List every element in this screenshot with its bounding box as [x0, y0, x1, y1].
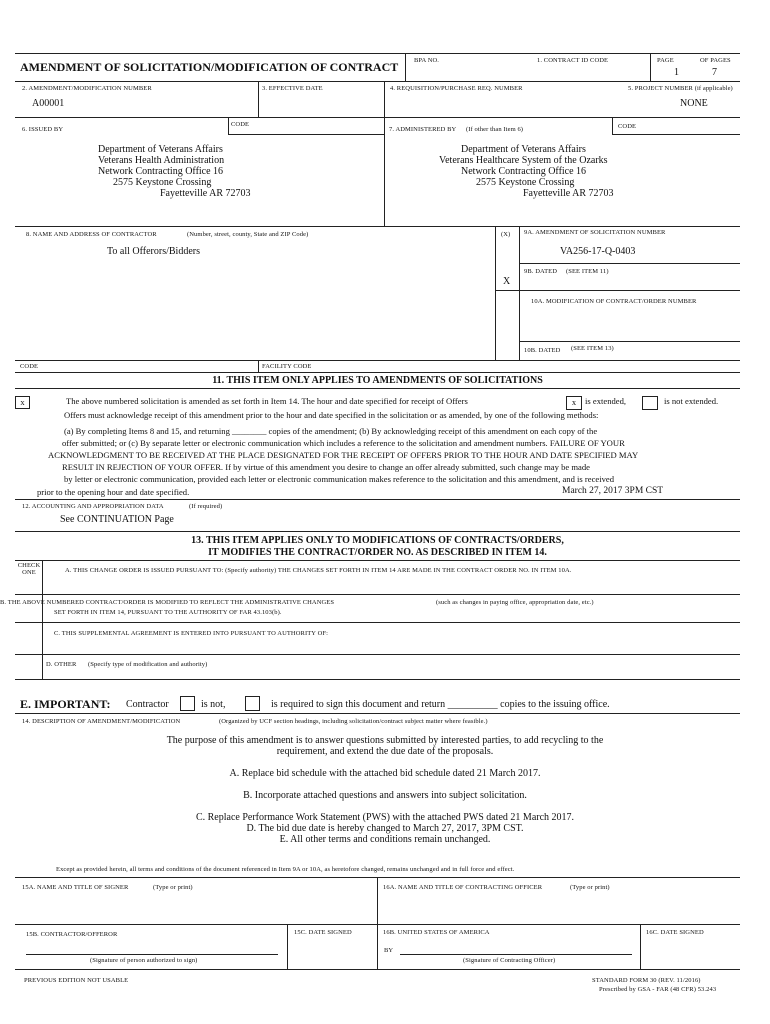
item14-para-2: requirement, and extend the due date of the proposals. [276, 746, 494, 757]
item13-d-text: D. OTHER [46, 661, 77, 668]
divider [495, 290, 740, 291]
divider [15, 560, 740, 561]
s16a-note: (Type or print) [570, 884, 610, 891]
s16b-label: 16B. UNITED STATES OF AMERICA [383, 929, 490, 936]
divider [15, 372, 740, 373]
bottom-border [15, 969, 740, 970]
code-label-2: CODE [618, 123, 637, 130]
divider [258, 360, 259, 372]
checkbox-mark: x [571, 397, 577, 407]
code-label: CODE [231, 121, 250, 128]
item13-a-text: A. THIS CHANGE ORDER IS ISSUED PURSUANT TO: (Specify authority) THE CHANGES SET FORTH IN ITEM 14 ARE MADE IN THE CONTRACT ORDER NO. IN ITEM 10A. [65, 567, 572, 574]
address-line: 2575 Keystone Crossing [113, 177, 212, 188]
item13-b-note: (such as changes in paying office, appropriation date, etc.) [436, 599, 594, 606]
administered-by-note: (If other than Item 6) [466, 126, 524, 133]
address-line: Department of Veterans Affairs [461, 144, 586, 155]
amendment-no-label: 2. AMENDMENT/MODIFICATION NUMBER [22, 85, 152, 92]
divider [258, 81, 259, 117]
divider [612, 117, 613, 135]
effective-date-label: 3. EFFECTIVE DATE [262, 85, 323, 92]
issued-by-address [60, 144, 300, 199]
item14-b: B. Incorporate attached questions and answers into subject solicitation. [243, 790, 527, 801]
divider [405, 53, 406, 81]
address-line: Network Contracting Office 16 [98, 166, 224, 177]
item11-line2: Offers must acknowledge receipt of this amendment prior to the hour and date specified in the solicitation or as amended, by one of the following methods: [64, 410, 599, 420]
s16c-label: 16C. DATE SIGNED [646, 929, 704, 936]
item13-c-text: C. THIS SUPPLEMENTAL AGREEMENT IS ENTERED INTO PURSUANT TO AUTHORITY OF: [54, 630, 328, 637]
x-mark-9[interactable]: X [503, 276, 511, 287]
item12-note: (If required) [189, 503, 223, 510]
of-pages-value: 7 [712, 67, 717, 78]
page-label: PAGE [657, 57, 674, 64]
dated-10b-label: 10B. DATED [524, 347, 561, 354]
s16-sig-note: (Signature of Contracting Officer) [463, 957, 556, 964]
project-no-value[interactable]: NONE [680, 98, 708, 109]
address-line: Veterans Healthcare System of the Ozarks [439, 155, 608, 166]
item14-e: E. All other terms and conditions remain unchanged. [279, 834, 491, 845]
address-line: Fayetteville AR 72703 [523, 188, 614, 199]
divider [495, 226, 496, 360]
is-extended-checkbox[interactable] [566, 396, 582, 410]
signature-line-15[interactable] [26, 954, 278, 955]
dated-9b-note: (SEE ITEM 11) [566, 268, 609, 275]
by-label: BY [384, 947, 394, 954]
address-line: Department of Veterans Affairs [98, 144, 223, 155]
footer-prescribed: Prescribed by GSA - FAR (48 CFR) 53.243 [599, 986, 717, 993]
divider [519, 263, 740, 264]
item12-label: 12. ACCOUNTING AND APPROPRIATION DATA [22, 503, 164, 510]
item13-b-text: B. THE ABOVE NUMBERED CONTRACT/ORDER IS MODIFIED TO REFLECT THE ADMINISTRATIVE CHANGES [0, 599, 335, 606]
bpa-no-label: BPA NO. [414, 57, 440, 64]
dated-9b-label: 9B. DATED [524, 268, 558, 275]
divider [519, 226, 520, 360]
divider [15, 360, 740, 361]
divider [377, 877, 378, 969]
s15-sig-note: (Signature of person authorized to sign) [90, 957, 198, 964]
item11-line4: offer submitted; or (c) By separate letter or electronic communication which includes a reference to the solicitation and amendment numbers. FAILURE OF YOUR [62, 438, 625, 448]
checkbox-mark: x [20, 397, 25, 407]
item11-line5: ACKNOWLEDGMENT TO BE RECEIVED AT THE PLACE DESIGNATED FOR THE RECEIPT OF OFFERS PRIOR TO THE HOUR AND DATE SPECIFIED MAY [48, 450, 639, 460]
item12-value[interactable]: See CONTINUATION Page [60, 514, 174, 525]
item14-c: C. Replace Performance Work Statement (PWS) with the attached PWS dated 21 March 2017. [195, 812, 575, 823]
item11-line6: RESULT IN REJECTION OF YOUR OFFER. If by virtue of this amendment you desire to change an offer already submitted, such change may be made [62, 462, 590, 472]
item11-checkbox[interactable] [15, 396, 30, 409]
item14-para-1: The purpose of this amendment is to answer questions submitted by interested parties, to add recycling to the [166, 735, 604, 746]
s15a-note: (Type or print) [153, 884, 193, 891]
important-text: is required to sign this document and return __________ copies to the issuing office. [271, 699, 610, 710]
s15b-label: 15B. CONTRACTOR/OFFEROR [26, 931, 118, 938]
divider [15, 679, 740, 680]
except-provision: Except as provided herein, all terms and conditions of the document referenced in Item 9A or 10A, as heretofore changed, remains unchanged and in full force and effect. [56, 866, 515, 873]
amend-solicitation-value[interactable]: VA256-17-Q-0403 [560, 246, 636, 257]
is-not-extended-checkbox[interactable] [642, 396, 658, 410]
divider [15, 499, 740, 500]
divider [15, 654, 740, 655]
code-bottom-label: CODE [20, 363, 39, 370]
contractor-value[interactable]: To all Offerors/Bidders [107, 246, 200, 257]
footer-previous: PREVIOUS EDITION NOT USABLE [24, 977, 129, 984]
divider [15, 924, 740, 925]
item11-line8: prior to the opening hour and date specified. [37, 487, 190, 497]
s16a-label: 16A. NAME AND TITLE OF CONTRACTING OFFICER [383, 884, 543, 891]
divider [15, 226, 740, 227]
item13-heading-2: IT MODIFIES THE CONTRACT/ORDER NO. AS DESCRIBED IN ITEM 14. [208, 547, 547, 558]
dated-10b-note: (SEE ITEM 13) [571, 345, 614, 352]
is-required-checkbox[interactable] [245, 696, 260, 711]
amendment-no-value[interactable]: A00001 [32, 98, 65, 109]
important-label: E. IMPORTANT: [20, 697, 111, 711]
important-is-not: is not, [201, 699, 226, 710]
offer-due-date: March 27, 2017 3PM CST [562, 486, 664, 496]
divider [612, 134, 740, 135]
divider [287, 924, 288, 969]
amend-solicitation-label: 9A. AMENDMENT OF SOLICITATION NUMBER [524, 229, 666, 236]
s15c-label: 15C. DATE SIGNED [294, 929, 352, 936]
divider [650, 53, 651, 81]
item11-line3: (a) By completing Items 8 and 15, and returning ________ copies of the amendment; (b) By acknowledging receipt of this amendment on each copy of the [64, 426, 598, 436]
contractor-label: 8. NAME AND ADDRESS OF CONTRACTOR [26, 231, 157, 238]
divider [42, 560, 43, 679]
is-not-extended-label: is not extended. [664, 396, 719, 406]
divider [15, 388, 740, 389]
divider [640, 924, 641, 969]
of-pages-label: OF PAGES [700, 57, 731, 64]
project-no-label: 5. PROJECT NUMBER (if applicable) [628, 85, 733, 92]
req-no-label: 4. REQUISITION/PURCHASE REQ. NUMBER [390, 85, 523, 92]
divider [15, 622, 740, 623]
address-line: Veterans Health Administration [98, 155, 225, 166]
divider [228, 134, 384, 135]
item13-d-note: (Specify type of modification and authority) [88, 661, 208, 668]
signature-line-16[interactable] [400, 954, 632, 955]
issued-by-label: 6. ISSUED BY [22, 126, 64, 133]
divider [384, 81, 385, 227]
divider [15, 117, 740, 118]
administered-by-address [400, 144, 680, 199]
contractor-note: (Number, street, county, State and ZIP Code) [187, 231, 309, 238]
check-one-label: CHECK ONE [17, 562, 41, 576]
important-contractor: Contractor [126, 699, 169, 710]
divider [15, 594, 740, 595]
is-extended-label: is extended, [585, 396, 627, 406]
administered-by-label: 7. ADMINISTERED BY [389, 126, 457, 133]
footer-standard-form: STANDARD FORM 30 (REV. 11/2016) [592, 977, 701, 984]
top-border [15, 53, 740, 54]
item14-d: D. The bid due date is hereby changed to March 27, 2017, 3PM CST. [246, 823, 524, 834]
item11-line1: The above numbered solicitation is amended as set forth in Item 14. The hour and date specified for receipt of Offers [66, 396, 468, 406]
facility-code-label: FACILITY CODE [262, 363, 312, 370]
address-line: Fayetteville AR 72703 [160, 188, 251, 199]
divider [228, 117, 229, 135]
is-not-checkbox[interactable] [180, 696, 195, 711]
divider [15, 531, 740, 532]
address-line: 2575 Keystone Crossing [476, 177, 575, 188]
item14-label: 14. DESCRIPTION OF AMENDMENT/MODIFICATION [22, 718, 181, 725]
item13-b-text-2: SET FORTH IN ITEM 14, PURSUANT TO THE AUTHORITY OF FAR 43.103(b). [54, 609, 282, 616]
item11-heading: 11. THIS ITEM ONLY APPLIES TO AMENDMENTS OF SOLICITATIONS [212, 375, 543, 386]
mod-contract-label: 10A. MODIFICATION OF CONTRACT/ORDER NUMBER [531, 298, 697, 305]
item13-heading-1: 13. THIS ITEM APPLIES ONLY TO MODIFICATIONS OF CONTRACTS/ORDERS, [191, 535, 564, 546]
item11-line7: by letter or electronic communication, provided each letter or electronic communication makes reference to the solicitation and this amendment, and is received [64, 474, 615, 484]
address-line: Network Contracting Office 16 [461, 166, 587, 177]
x-column-label: (X) [501, 231, 511, 238]
divider [15, 81, 740, 82]
form-title: AMENDMENT OF SOLICITATION/MODIFICATION OF CONTRACT [20, 60, 399, 74]
contract-id-label: 1. CONTRACT ID CODE [537, 57, 609, 64]
item14-a: A. Replace bid schedule with the attached bid schedule dated 21 March 2017. [229, 768, 541, 779]
divider [519, 341, 740, 342]
s15a-label: 15A. NAME AND TITLE OF SIGNER [22, 884, 129, 891]
page-value: 1 [674, 67, 679, 78]
item14-note: (Organized by UCF section headings, including solicitation/contract subject matter where feasible.) [219, 718, 488, 725]
divider [15, 713, 740, 714]
